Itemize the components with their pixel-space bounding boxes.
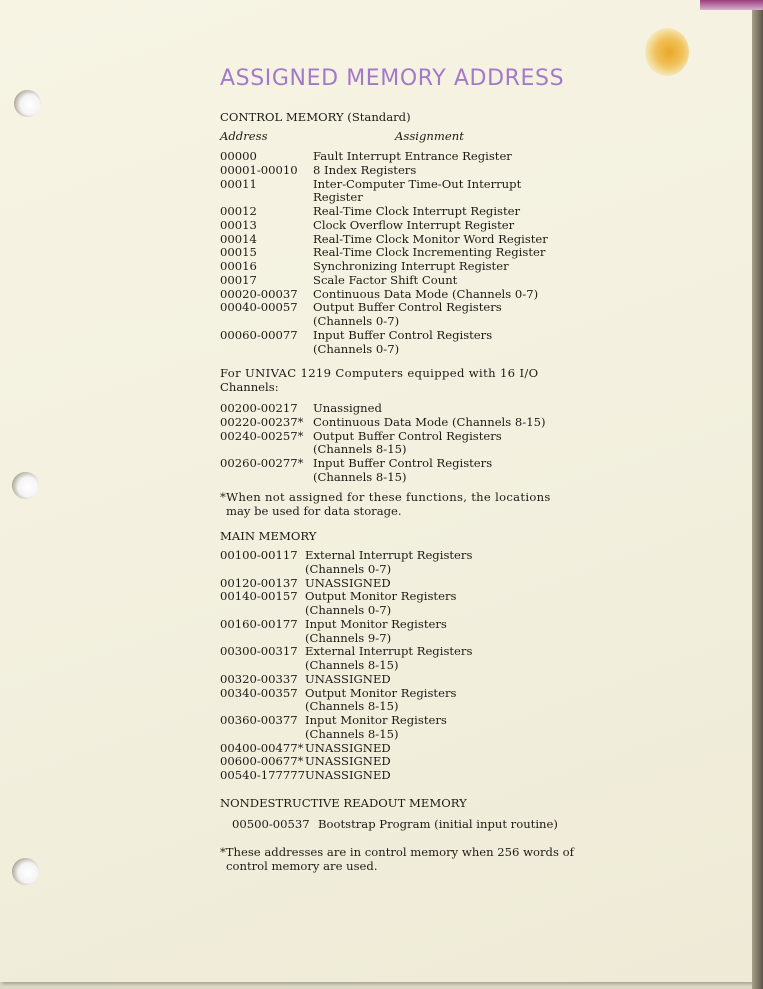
storage-note-line1: *When not assigned for these functions, the locations	[220, 490, 551, 504]
row-address: 00240-00257*	[220, 428, 304, 443]
row-address: 00100-00117	[220, 548, 298, 562]
row-assignment: Input Buffer Control Registers	[313, 456, 493, 470]
row-assignment: Output Monitor Registers	[305, 685, 457, 700]
row-address: 00020-00037	[220, 286, 298, 301]
row-address: 00340-00357	[220, 685, 298, 700]
footnote-line1: *These addresses are in control memory when 256 words of	[220, 845, 574, 859]
page-title: ASSIGNED MEMORY ADDRESS	[220, 66, 565, 91]
row-assignment: Output Monitor Registers	[305, 589, 457, 604]
row-address: 00220-00237*	[220, 414, 304, 429]
row-assignment: Continuous Data Mode (Channels 0-7)	[313, 286, 539, 301]
ndro-address: 00500-00537	[232, 817, 310, 831]
row-address: 00200-00217	[220, 401, 298, 415]
row-address: 00140-00157	[220, 589, 298, 604]
univac-intro-line1: For UNIVAC 1219 Computers equipped with 16 I/O	[220, 366, 539, 380]
stain-mark	[645, 28, 689, 76]
row-assignment: UNASSIGNED	[305, 740, 391, 755]
row-assignment: (Channels 0-7)	[305, 603, 392, 617]
row-address: 00016	[220, 259, 257, 273]
row-address: 00320-00337	[220, 671, 298, 686]
row-address: 00300-00317	[220, 644, 298, 659]
row-assignment: UNASSIGNED	[305, 768, 391, 782]
binder-hole-middle	[12, 472, 39, 499]
row-address: 00260-00277*	[220, 456, 304, 470]
page-corner-tint	[700, 0, 763, 10]
row-assignment: Input Monitor Registers	[305, 616, 447, 631]
row-assignment: Clock Overflow Interrupt Register	[313, 217, 515, 232]
row-assignment: Scale Factor Shift Count	[313, 272, 458, 287]
row-address: 00014	[220, 231, 257, 246]
row-assignment: Output Buffer Control Registers	[313, 428, 502, 443]
row-address: 00015	[220, 245, 257, 260]
main-memory-heading: MAIN MEMORY	[220, 529, 317, 543]
page-edge	[752, 0, 763, 989]
control-memory-heading: CONTROL MEMORY (Standard)	[220, 110, 411, 124]
row-assignment: Input Monitor Registers	[305, 713, 447, 727]
row-address: 00540-177777	[220, 768, 306, 782]
row-assignment: UNASSIGNED	[305, 671, 391, 686]
row-assignment: (Channels 8-15)	[305, 726, 399, 741]
row-address: 00012	[220, 204, 257, 218]
row-address: 00600-00677*	[220, 754, 304, 769]
row-assignment: Real-Time Clock Incrementing Register	[313, 245, 546, 260]
row-assignment: 8 Index Registers	[313, 162, 417, 177]
ndro-assignment: Bootstrap Program (initial input routine)	[318, 817, 558, 831]
storage-note-line2: may be used for data storage.	[226, 504, 402, 518]
footnote-line2: control memory are used.	[226, 859, 378, 873]
row-assignment: (Channels 0-7)	[313, 341, 400, 356]
row-address: 00160-00177	[220, 616, 298, 631]
row-assignment: UNASSIGNED	[305, 575, 391, 590]
binder-hole-top	[14, 90, 41, 117]
row-assignment: External Interrupt Registers	[305, 548, 473, 562]
row-assignment: (Channels 8-15)	[305, 699, 399, 714]
column-header-assignment: Assignment	[395, 129, 464, 143]
row-assignment: (Channels 0-7)	[313, 314, 400, 328]
row-address: 00060-00077	[220, 327, 298, 342]
row-assignment: Unassigned	[313, 401, 382, 415]
ndro-heading: NONDESTRUCTIVE READOUT MEMORY	[220, 796, 467, 810]
row-assignment: (Channels 8-15)	[313, 442, 407, 457]
row-address: 00001-00010	[220, 162, 298, 177]
row-address: 00360-00377	[220, 713, 298, 727]
row-assignment: Real-Time Clock Interrupt Register	[313, 204, 521, 218]
column-header-address: Address	[220, 129, 268, 143]
row-assignment: Inter-Computer Time-Out Interrupt	[313, 176, 522, 191]
row-address: 00011	[220, 176, 257, 191]
row-assignment: (Channels 0-7)	[305, 561, 392, 576]
univac-intro-line2: Channels:	[220, 380, 279, 394]
row-assignment: External Interrupt Registers	[305, 644, 473, 659]
row-assignment: Output Buffer Control Registers	[313, 300, 502, 315]
binder-hole-bottom	[12, 858, 39, 885]
row-assignment: Input Buffer Control Registers	[313, 327, 493, 342]
row-address: 00120-00137	[220, 575, 298, 590]
row-assignment: (Channels 9-7)	[305, 630, 392, 645]
row-assignment: UNASSIGNED	[305, 754, 391, 769]
row-assignment: (Channels 8-15)	[305, 658, 399, 672]
row-address: 00013	[220, 217, 257, 232]
row-address: 00400-00477*	[220, 740, 304, 755]
row-assignment: Continuous Data Mode (Channels 8-15)	[313, 414, 546, 429]
row-assignment: Real-Time Clock Monitor Word Register	[313, 231, 548, 246]
row-address: 00000	[220, 149, 257, 163]
row-address: 00017	[220, 272, 257, 287]
row-assignment: Register	[313, 190, 363, 205]
row-assignment: Fault Interrupt Entrance Register	[313, 149, 512, 163]
row-address: 00040-00057	[220, 300, 298, 315]
row-assignment: (Channels 8-15)	[313, 469, 407, 484]
row-assignment: Synchronizing Interrupt Register	[313, 259, 509, 273]
